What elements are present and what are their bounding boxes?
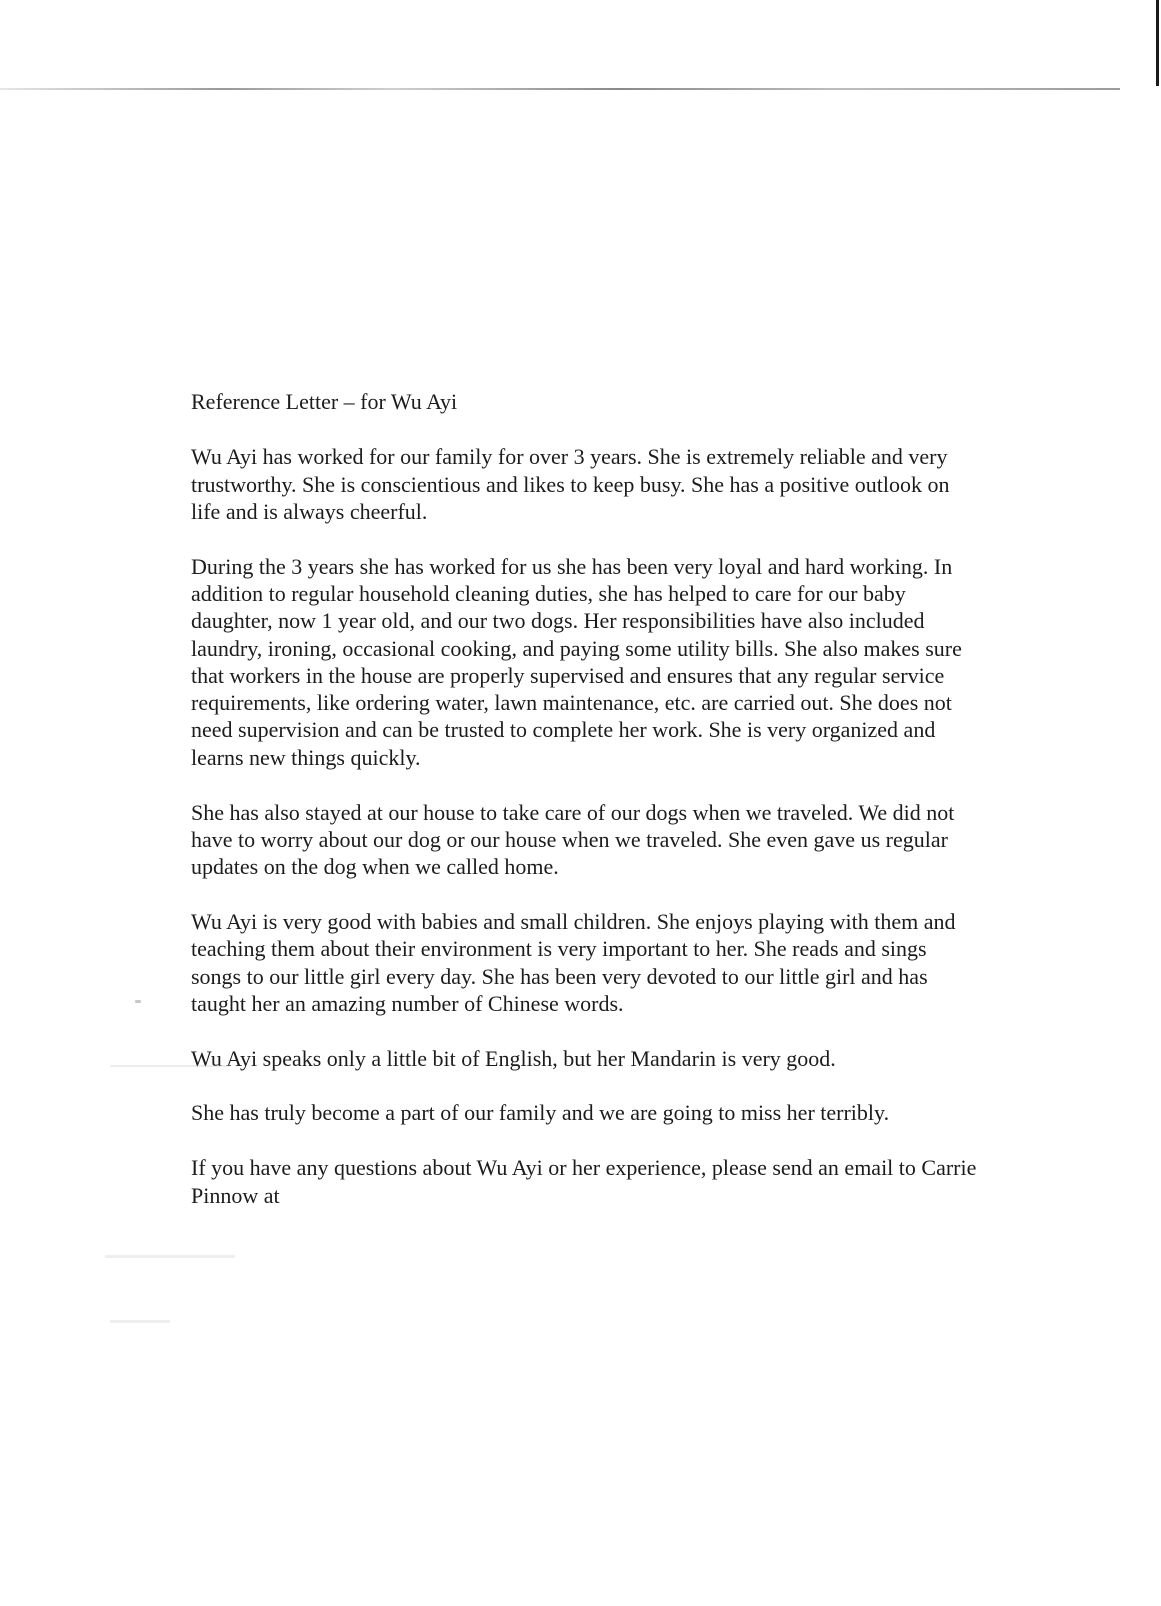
paragraph-duties: During the 3 years she has worked for us she has been very loyal and hard working. In addition to regular household cleaning duties, she has helped to care for our baby daughter, now 1 year old, and our two dogs. Her responsibilities have also included laundry, ironing, occasional cooking, and paying some utility bills. She also makes sure that workers in the house are properly supervised and ensures that any regular service requirements, like ordering water, lawn maintenance, etc. are carried out. She does not need supervision and can be trusted to complete her work. She is very organized and learns new things quickly. bbox=[191, 553, 962, 770]
scan-edge-mark bbox=[1156, 0, 1159, 86]
scan-speck bbox=[105, 1255, 235, 1258]
paragraph-childcare: Wu Ayi is very good with babies and small children. She enjoys playing with them and teaching them about their environment is very important to her. She reads and sings songs to our little girl every day. She has been very devoted to our little girl and has taught her an amazing number of Chinese words. bbox=[191, 908, 956, 1016]
paragraph-intro: Wu Ayi has worked for our family for over 3 years. She is extremely reliable and very trustworthy. She is conscientious and likes to keep busy. She has a positive outlook on life and is always cheerful. bbox=[191, 444, 950, 524]
scan-border-line bbox=[0, 88, 1120, 90]
scan-speck bbox=[110, 1065, 230, 1067]
reference-letter bbox=[191, 388, 1091, 1236]
letter-title: Reference Letter – for Wu Ayi bbox=[191, 389, 458, 414]
paragraph-languages: Wu Ayi speaks only a little bit of English, but her Mandarin is very good. bbox=[191, 1045, 836, 1071]
paragraph-house-sitting: She has also stayed at our house to take care of our dogs when we traveled. We did not have to worry about our dog or our house when we traveled. She even gave us regular updates on the dog when we called home. bbox=[191, 799, 955, 880]
scan-speck bbox=[110, 1320, 170, 1323]
paragraph-contact: If you have any questions about Wu Ayi or her experience, please send an email to Carrie Pinnow at bbox=[191, 1155, 977, 1208]
scan-speck bbox=[135, 1000, 141, 1003]
paragraph-family: She has truly become a part of our family and we are going to miss her terribly. bbox=[191, 1100, 890, 1126]
